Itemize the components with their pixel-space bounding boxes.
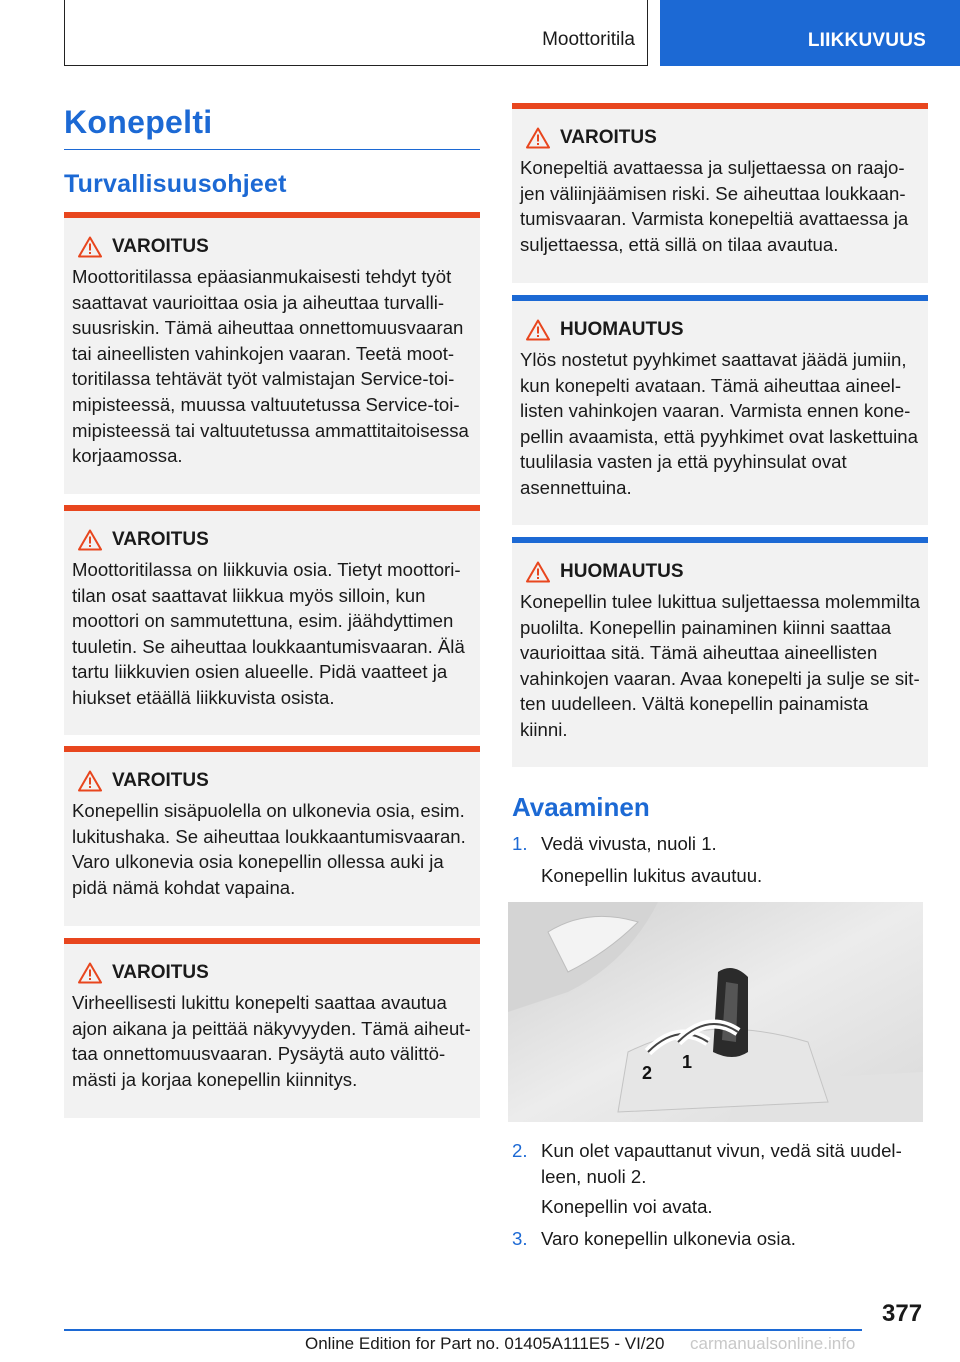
warning-icon [78,236,102,258]
footer-rule [64,1329,862,1331]
warning-text: Virheellisesti lukittu konepelti saattaa avautua ajon aikana ja peittää näkyvyyden. Tämä aiheuttaa onnettomuusvaaran. Pysäytä auto välittömästi ja korjaa konepellin kiinnitys. [72,992,471,1090]
step-result: Konepellin lukitus avautuu. [541,865,763,886]
caution-icon [526,561,550,583]
warning-title: VAROITUS [72,236,472,258]
chapter-tab [660,0,960,66]
section-label: Moottoritila [542,29,635,50]
warning-title: VAROITUS [72,770,472,792]
notice-text: Ylös nostetut pyyhkimet saattavat jäädä jumiin, kun konepelti avataan. Tämä aiheuttaa aineellisten vahinkojen vaaran. Varmista ennen konepellin avaamista, että pyyhkimet ovat laskettuina tuulilasia vasten ja että pyyhinsulat ovat asennettuina. [520,349,918,498]
notice-title: HUOMAUTUS [520,319,920,341]
step-number: 2. [512,1140,528,1161]
arrow-label-1: 1 [682,1052,693,1072]
chapter-label: LIIKKUVUUS [807,30,926,51]
warning-text: Konepeltiä avattaessa ja suljettaessa on raajojen väliinjäämisen riski. Se aiheuttaa loukkaantumisvaaran. Varmista konepeltiä avattaessa ja suljettaessa, että sillä on tilaa avautua. [520,157,909,255]
step-text: Vedä vivusta, nuoli 1. [541,833,717,854]
step-number: 3. [512,1228,528,1249]
warning-box [512,103,928,283]
opening-heading: Avaaminen [512,792,650,822]
warning-box [64,746,480,926]
warning-box [64,938,480,1118]
notice-box [512,295,928,525]
warning-text: Moottoritilassa on liikkuvia osia. Tietyt moottoritilan osat saattavat liikkua myös silloin, kun moottori on sammutettuna, esim. jäähdyttimen tuuletin. Se aiheuttaa loukkaantumisvaaran. Älä tartu liikkuvien osien alueelle. Pidä vaatteet ja hiukset etäällä liikkuvista osista. [72,559,465,708]
notice-box [512,537,928,767]
section-tab [64,0,648,66]
step-item [512,831,928,857]
warning-title: VAROITUS [520,127,920,149]
warning-text: Konepellin sisäpuolella on ulkonevia osia, esim. lukitushaka. Se aiheuttaa loukkaantumisvaaran. Varo ulkonevia osia konepellin ollessa auki ja pidä nämä kohdat vapaina. [72,800,466,898]
page-number: 377 [882,1300,923,1327]
caution-icon [526,319,550,341]
warning-text: Moottoritilassa epäasianmukaisesti tehdyt työt saattavat vaurioittaa osia ja aiheuttaa turvallisuusriskin. Tämä aiheuttaa onnettomuusvaaran tai aineellisten vahinkojen vaaran. Teetä moottoritilassa tehtävät työt valmistajan Service-toimipisteessä, muussa valtuutetussa Service-toimipisteessä tai valtuutetussa ammattitaitoisessa korjaamossa. [72,266,469,467]
step-text: Varo konepellin ulkonevia osia. [541,1228,796,1249]
step-result: Konepellin voi avata. [541,1196,713,1217]
warning-title: VAROITUS [72,962,472,984]
footer-edition: Online Edition for Part no. 01405A111E5 - VI/20 [305,1334,665,1353]
page-title: Konepelti [64,104,480,150]
notice-title: HUOMAUTUS [520,561,920,583]
hood-release-illustration [508,902,923,1122]
step-item [512,1138,928,1189]
arrow-label-2: 2 [642,1063,653,1083]
footer-watermark: carmanualsonline.info [690,1334,856,1353]
section-heading: Turvallisuusohjeet [64,170,287,198]
warning-title: VAROITUS [72,529,472,551]
warning-box [64,505,480,735]
warning-icon [78,770,102,792]
notice-text: Konepellin tulee lukittua suljettaessa molemmilta puolilta. Konepellin painaminen kiinni saattaa vaurioittaa sitä. Tämä aiheuttaa aineellisten vahinkojen vaaran. Avaa konepelti ja sulje se sitten uudelleen. Vältä konepellin painamista kiinni. [520,591,920,740]
step-number: 1. [512,833,528,854]
warning-box [64,212,480,494]
warning-icon [526,127,550,149]
step-text: Kun olet vapauttanut vivun, vedä sitä uudelleen, nuoli 2. [541,1140,902,1187]
hood-release-lever-figure [508,902,923,1122]
warning-icon [78,962,102,984]
step-item [512,1226,928,1252]
warning-icon [78,529,102,551]
